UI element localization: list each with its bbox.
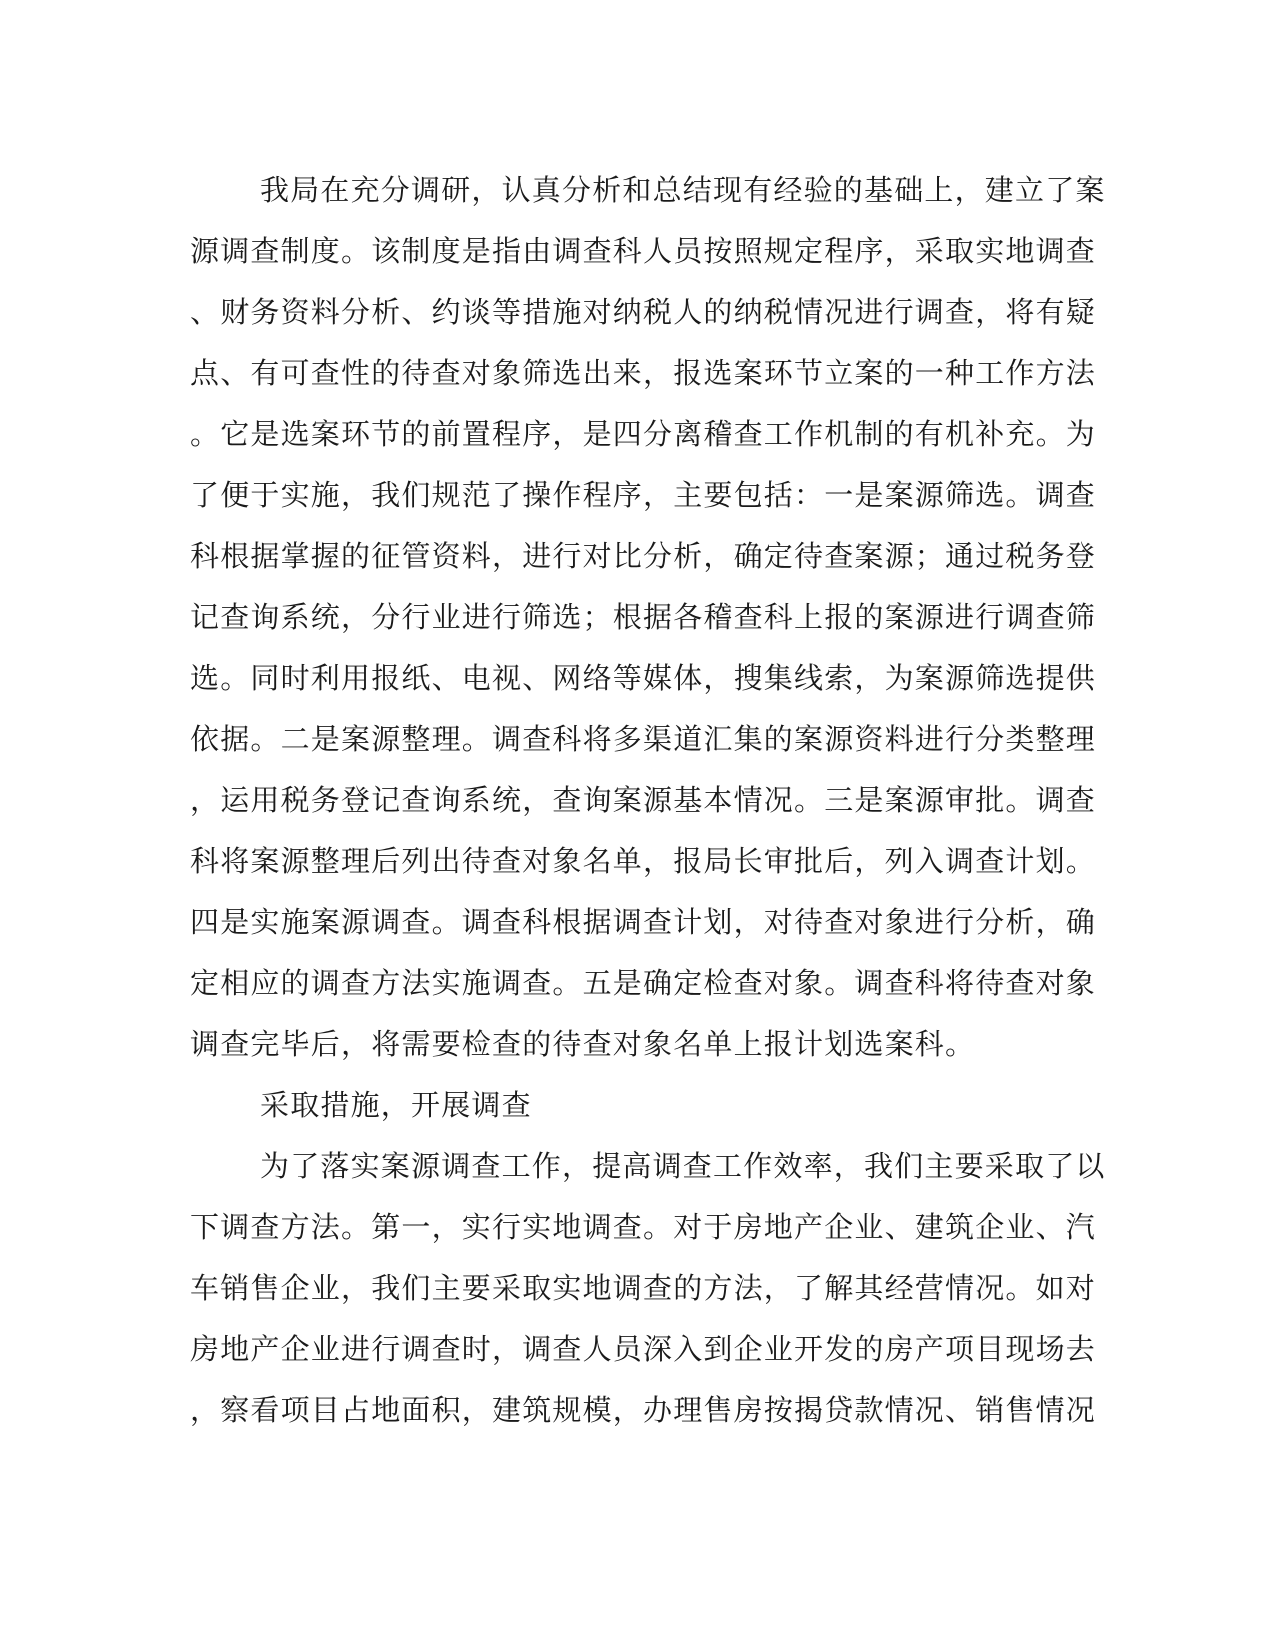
text-line: ，察看项目占地面积，建筑规模，办理售房按揭贷款情况、销售情况 <box>190 1393 1097 1427</box>
text-line: 调查完毕后，将需要检查的待查对象名单上报计划选案科。 <box>190 1027 976 1061</box>
text-line: 科根据掌握的征管资料，进行对比分析，确定待查案源；通过税务登 <box>190 539 1097 573</box>
text-line: 车销售企业，我们主要采取实地调查的方法，了解其经营情况。如对 <box>190 1271 1097 1305</box>
text-line: 、财务资料分析、约谈等措施对纳税人的纳税情况进行调查，将有疑 <box>190 295 1097 329</box>
text-line: 下调查方法。第一，实行实地调查。对于房地产企业、建筑企业、汽 <box>190 1210 1097 1244</box>
text-line: 依据。二是案源整理。调查科将多渠道汇集的案源资料进行分类整理 <box>190 722 1097 756</box>
section-heading: 采取措施，开展调查 <box>260 1088 532 1122</box>
paragraph-case-source-system <box>190 160 1106 1075</box>
text-line: 记查询系统，分行业进行筛选；根据各稽查科上报的案源进行调查筛 <box>190 600 1097 634</box>
paragraph-investigation-methods <box>190 1136 1106 1441</box>
text-line: 点、有可查性的待查对象筛选出来，报选案环节立案的一种工作方法 <box>190 356 1097 390</box>
text-line: 科将案源整理后列出待查对象名单，报局长审批后，列入调查计划。 <box>190 844 1097 878</box>
text-line: ，运用税务登记查询系统，查询案源基本情况。三是案源审批。调查 <box>190 783 1097 817</box>
text-line: 为了落实案源调查工作，提高调查工作效率，我们主要采取了以 <box>260 1149 1106 1183</box>
text-line: 房地产企业进行调查时，调查人员深入到企业开发的房产项目现场去 <box>190 1332 1097 1366</box>
text-line: 源调查制度。该制度是指由调查科人员按照规定程序，采取实地调查 <box>190 234 1097 268</box>
text-line: 定相应的调查方法实施调查。五是确定检查对象。调查科将待查对象 <box>190 966 1097 1000</box>
text-line: 我局在充分调研，认真分析和总结现有经验的基础上，建立了案 <box>260 173 1106 207</box>
text-line: 选。同时利用报纸、电视、网络等媒体，搜集线索，为案源筛选提供 <box>190 661 1097 695</box>
text-line: 四是实施案源调查。调查科根据调查计划，对待查对象进行分析，确 <box>190 905 1097 939</box>
text-line: 了便于实施，我们规范了操作程序，主要包括：一是案源筛选。调查 <box>190 478 1097 512</box>
text-line: 。它是选案环节的前置程序，是四分离稽查工作机制的有机补充。为 <box>190 417 1097 451</box>
document-body <box>190 160 1106 1441</box>
